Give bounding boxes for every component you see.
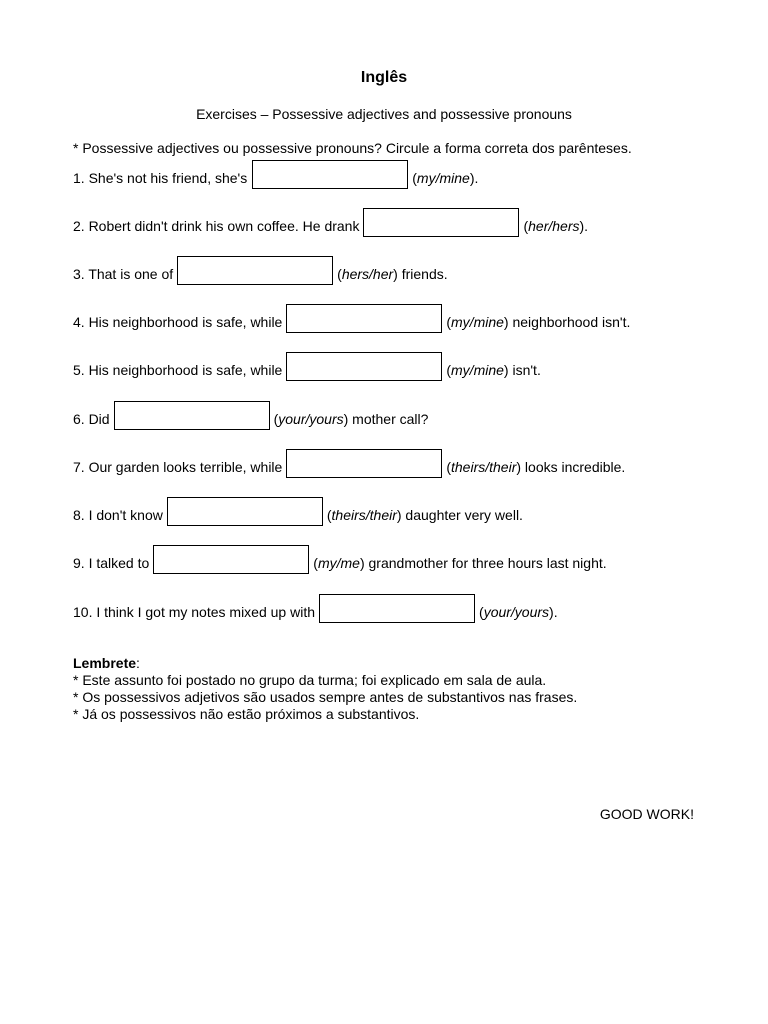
exercise-2-prefix: 2. Robert didn't drink his own coffee. He drank	[73, 218, 360, 234]
exercise-6-suffix: mother call?	[348, 411, 429, 427]
exercise-5-prefix: 5. His neighborhood is safe, while	[73, 362, 283, 378]
exercise-3-options: hers/her	[341, 266, 394, 282]
exercise-1-options: my/mine	[416, 170, 470, 186]
exercise-9-prefix: 9. I talked to	[73, 555, 150, 571]
reminder-line-2: * Os possessivos adjetivos são usados sempre antes de substantivos nas frases.	[73, 689, 578, 705]
exercise-1-suffix: .	[474, 170, 479, 186]
exercise-9-suffix: grandmother for three hours last night.	[364, 555, 607, 571]
exercise-3-suffix: friends.	[397, 266, 448, 282]
exercise-2: 2. Robert didn't drink his own coffee. He drank (her/hers).	[73, 205, 588, 234]
reminder-line-1: * Este assunto foi postado no grupo da turma; foi explicado em sala de aula.	[73, 672, 547, 688]
page-subtitle: Exercises – Possessive adjectives and possessive pronouns	[196, 106, 572, 122]
exercise-9: 9. I talked to (my/me) grandmother for three hours last night.	[73, 542, 607, 571]
exercise-1: 1. She's not his friend, she's (my/mine).	[73, 157, 478, 186]
exercise-5-suffix: isn't.	[508, 362, 541, 378]
exercise-3: 3. That is one of (hers/her) friends.	[73, 253, 448, 282]
exercise-7-options: theirs/their	[451, 459, 517, 475]
exercise-9-options: my/me	[317, 555, 360, 571]
exercise-8-suffix: daughter very well.	[401, 507, 523, 523]
exercise-4-options: my/mine	[451, 314, 504, 330]
reminder-heading: Lembrete	[73, 655, 137, 671]
exercise-1-prefix: 1. She's not his friend, she's	[73, 170, 248, 186]
exercise-4-answer-field[interactable]	[286, 304, 442, 333]
exercise-2-options: her/hers	[528, 218, 580, 234]
exercise-6-options: your/yours	[278, 411, 344, 427]
exercise-8: 8. I don't know (theirs/their) daughter very well.	[73, 494, 523, 523]
exercise-10-answer-field[interactable]	[319, 594, 475, 623]
exercise-2-answer-field[interactable]	[363, 208, 519, 237]
reminder-line-3: * Já os possessivos não estão próximos a substantivos.	[73, 706, 420, 722]
exercise-5-options: my/mine	[451, 362, 504, 378]
exercise-8-options: theirs/their	[331, 507, 397, 523]
exercise-10: 10. I think I got my notes mixed up with (your/yours).	[73, 591, 558, 620]
exercise-10-options: your/yours	[483, 604, 550, 620]
page-title: Inglês	[360, 69, 408, 86]
instruction-text: * Possessive adjectives ou possessive pronouns? Circule a forma correta dos parênteses.	[73, 140, 632, 156]
exercise-4: 4. His neighborhood is safe, while (my/mine) neighborhood isn't.	[73, 301, 630, 330]
exercise-4-prefix: 4. His neighborhood is safe, while	[73, 314, 283, 330]
exercise-8-answer-field[interactable]	[167, 497, 323, 526]
closing-text: GOOD WORK!	[599, 806, 694, 822]
exercise-1-answer-field[interactable]	[252, 160, 408, 189]
exercise-2-suffix: .	[584, 218, 589, 234]
exercise-6-answer-field[interactable]	[114, 401, 270, 430]
exercise-10-prefix: 10. I think I got my notes mixed up with	[73, 604, 316, 620]
exercise-4-suffix: neighborhood isn't.	[508, 314, 631, 330]
exercise-10-suffix: .	[553, 604, 558, 620]
reminder-section	[73, 655, 577, 723]
exercise-7-suffix: looks incredible.	[521, 459, 626, 475]
exercise-6-prefix: 6. Did	[73, 411, 110, 427]
exercise-3-prefix: 3. That is one of	[73, 266, 174, 282]
exercise-7-prefix: 7. Our garden looks terrible, while	[73, 459, 283, 475]
exercise-5-answer-field[interactable]	[286, 352, 442, 381]
exercise-5: 5. His neighborhood is safe, while (my/mine) isn't.	[73, 349, 541, 378]
exercise-8-prefix: 8. I don't know	[73, 507, 163, 523]
exercise-9-answer-field[interactable]	[153, 545, 309, 574]
exercise-7: 7. Our garden looks terrible, while (theirs/their) looks incredible.	[73, 446, 625, 475]
exercise-3-answer-field[interactable]	[177, 256, 333, 285]
exercise-7-answer-field[interactable]	[286, 449, 442, 478]
exercise-6: 6. Did (your/yours) mother call?	[73, 398, 428, 427]
reminder-colon: :	[136, 655, 140, 671]
